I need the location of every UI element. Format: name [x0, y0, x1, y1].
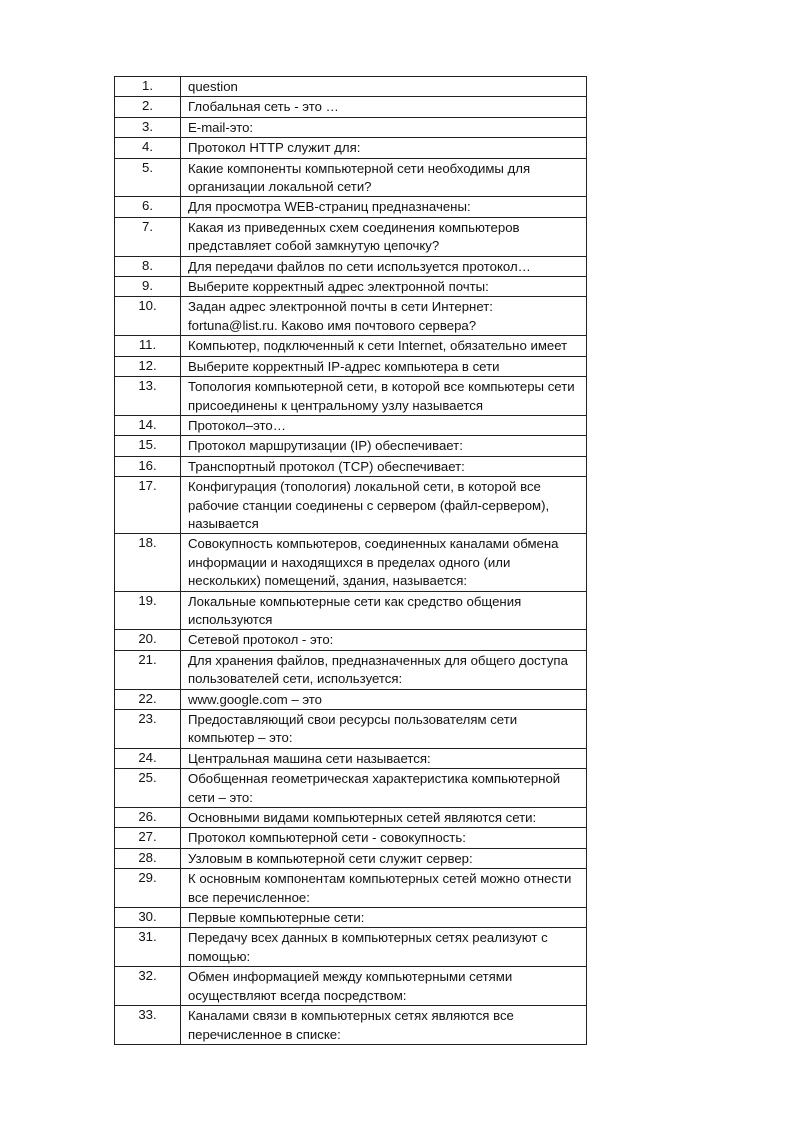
question-number: 2.: [115, 97, 181, 117]
table-row: [115, 689, 587, 709]
question-number: 28.: [115, 848, 181, 868]
table-row: [115, 650, 587, 689]
question-text: Предоставляющий свои ресурсы пользователям сети компьютер – это:: [181, 710, 587, 749]
table-row: [115, 217, 587, 256]
question-text: Совокупность компьютеров, соединенных каналами обмена информации и находящихся в пределах одного (или нескольких) помещений, здания, называется:: [181, 534, 587, 591]
table-row: [115, 158, 587, 197]
questions-table-body: [115, 77, 587, 1045]
question-text: Компьютер, подключенный к сети Internet, обязательно имеет: [181, 336, 587, 356]
question-number: 23.: [115, 710, 181, 749]
question-number: 21.: [115, 650, 181, 689]
table-row: [115, 456, 587, 476]
question-number: 9.: [115, 277, 181, 297]
question-number: 31.: [115, 928, 181, 967]
question-number: 25.: [115, 769, 181, 808]
table-row: [115, 1006, 587, 1045]
question-text: Протокол маршрутизации (IP) обеспечивает:: [181, 436, 587, 456]
table-row: [115, 256, 587, 276]
question-number: 10.: [115, 297, 181, 336]
table-row: [115, 591, 587, 630]
question-text: Топология компьютерной сети, в которой все компьютеры сети присоединены к центральному узлу называется: [181, 377, 587, 416]
question-number: 3.: [115, 117, 181, 137]
question-number: 18.: [115, 534, 181, 591]
question-text: www.google.com – это: [181, 689, 587, 709]
question-text: Какая из приведенных схем соединения компьютеров представляет собой замкнутую цепочку?: [181, 217, 587, 256]
table-row: [115, 534, 587, 591]
table-row: [115, 377, 587, 416]
question-text: E-mail-это:: [181, 117, 587, 137]
question-number: 7.: [115, 217, 181, 256]
question-text: Для передачи файлов по сети используется протокол…: [181, 256, 587, 276]
question-number: 12.: [115, 356, 181, 376]
table-row: [115, 356, 587, 376]
question-number: 16.: [115, 456, 181, 476]
question-text: question: [181, 77, 587, 97]
table-row: [115, 710, 587, 749]
table-row: [115, 848, 587, 868]
question-number: 30.: [115, 908, 181, 928]
table-row: [115, 630, 587, 650]
table-row: [115, 908, 587, 928]
question-text: Для просмотра WEB-страниц предназначены:: [181, 197, 587, 217]
table-row: [115, 415, 587, 435]
question-text: Для хранения файлов, предназначенных для общего доступа пользователей сети, используется:: [181, 650, 587, 689]
question-text: К основным компонентам компьютерных сетей можно отнести все перечисленное:: [181, 869, 587, 908]
question-text: Глобальная сеть - это …: [181, 97, 587, 117]
question-number: 8.: [115, 256, 181, 276]
question-number: 11.: [115, 336, 181, 356]
table-row: [115, 277, 587, 297]
table-row: [115, 828, 587, 848]
table-row: [115, 808, 587, 828]
question-text: Протокол компьютерной сети - совокупность:: [181, 828, 587, 848]
question-number: 15.: [115, 436, 181, 456]
table-row: [115, 197, 587, 217]
question-number: 19.: [115, 591, 181, 630]
table-row: [115, 138, 587, 158]
question-number: 6.: [115, 197, 181, 217]
question-text: Основными видами компьютерных сетей являются сети:: [181, 808, 587, 828]
question-text: Протокол HTTP служит для:: [181, 138, 587, 158]
question-number: 24.: [115, 748, 181, 768]
question-number: 1.: [115, 77, 181, 97]
question-text: Каналами связи в компьютерных сетях являются все перечисленное в списке:: [181, 1006, 587, 1045]
questions-table: [114, 76, 587, 1045]
table-row: [115, 297, 587, 336]
table-row: [115, 748, 587, 768]
question-text: Центральная машина сети называется:: [181, 748, 587, 768]
question-number: 33.: [115, 1006, 181, 1045]
table-row: [115, 117, 587, 137]
question-text: Задан адрес электронной почты в сети Интернет: fortuna@list.ru. Каково имя почтового сервера?: [181, 297, 587, 336]
table-row: [115, 869, 587, 908]
question-text: Конфигурация (топология) локальной сети, в которой все рабочие станции соединены с сервером (файл-сервером), называется: [181, 477, 587, 534]
question-text: Выберите корректный адрес электронной почты:: [181, 277, 587, 297]
question-text: Какие компоненты компьютерной сети необходимы для организации локальной сети?: [181, 158, 587, 197]
table-row: [115, 967, 587, 1006]
table-row: [115, 928, 587, 967]
question-number: 17.: [115, 477, 181, 534]
question-number: 13.: [115, 377, 181, 416]
table-row: [115, 77, 587, 97]
question-number: 14.: [115, 415, 181, 435]
question-text: Сетевой протокол - это:: [181, 630, 587, 650]
question-text: Протокол–это…: [181, 415, 587, 435]
question-number: 4.: [115, 138, 181, 158]
question-text: Обмен информацией между компьютерными сетями осуществляют всегда посредством:: [181, 967, 587, 1006]
question-text: Выберите корректный IP-адрес компьютера в сети: [181, 356, 587, 376]
question-number: 20.: [115, 630, 181, 650]
question-text: Локальные компьютерные сети как средство общения используются: [181, 591, 587, 630]
question-text: Транспортный протокол (TCP) обеспечивает:: [181, 456, 587, 476]
question-number: 29.: [115, 869, 181, 908]
question-text: Передачу всех данных в компьютерных сетях реализуют с помощью:: [181, 928, 587, 967]
table-row: [115, 436, 587, 456]
question-number: 26.: [115, 808, 181, 828]
question-number: 32.: [115, 967, 181, 1006]
question-text: Узловым в компьютерной сети служит сервер:: [181, 848, 587, 868]
question-number: 22.: [115, 689, 181, 709]
table-row: [115, 477, 587, 534]
question-number: 5.: [115, 158, 181, 197]
table-row: [115, 769, 587, 808]
question-text: Первые компьютерные сети:: [181, 908, 587, 928]
table-row: [115, 336, 587, 356]
question-number: 27.: [115, 828, 181, 848]
table-row: [115, 97, 587, 117]
question-text: Обобщенная геометрическая характеристика компьютерной сети – это:: [181, 769, 587, 808]
